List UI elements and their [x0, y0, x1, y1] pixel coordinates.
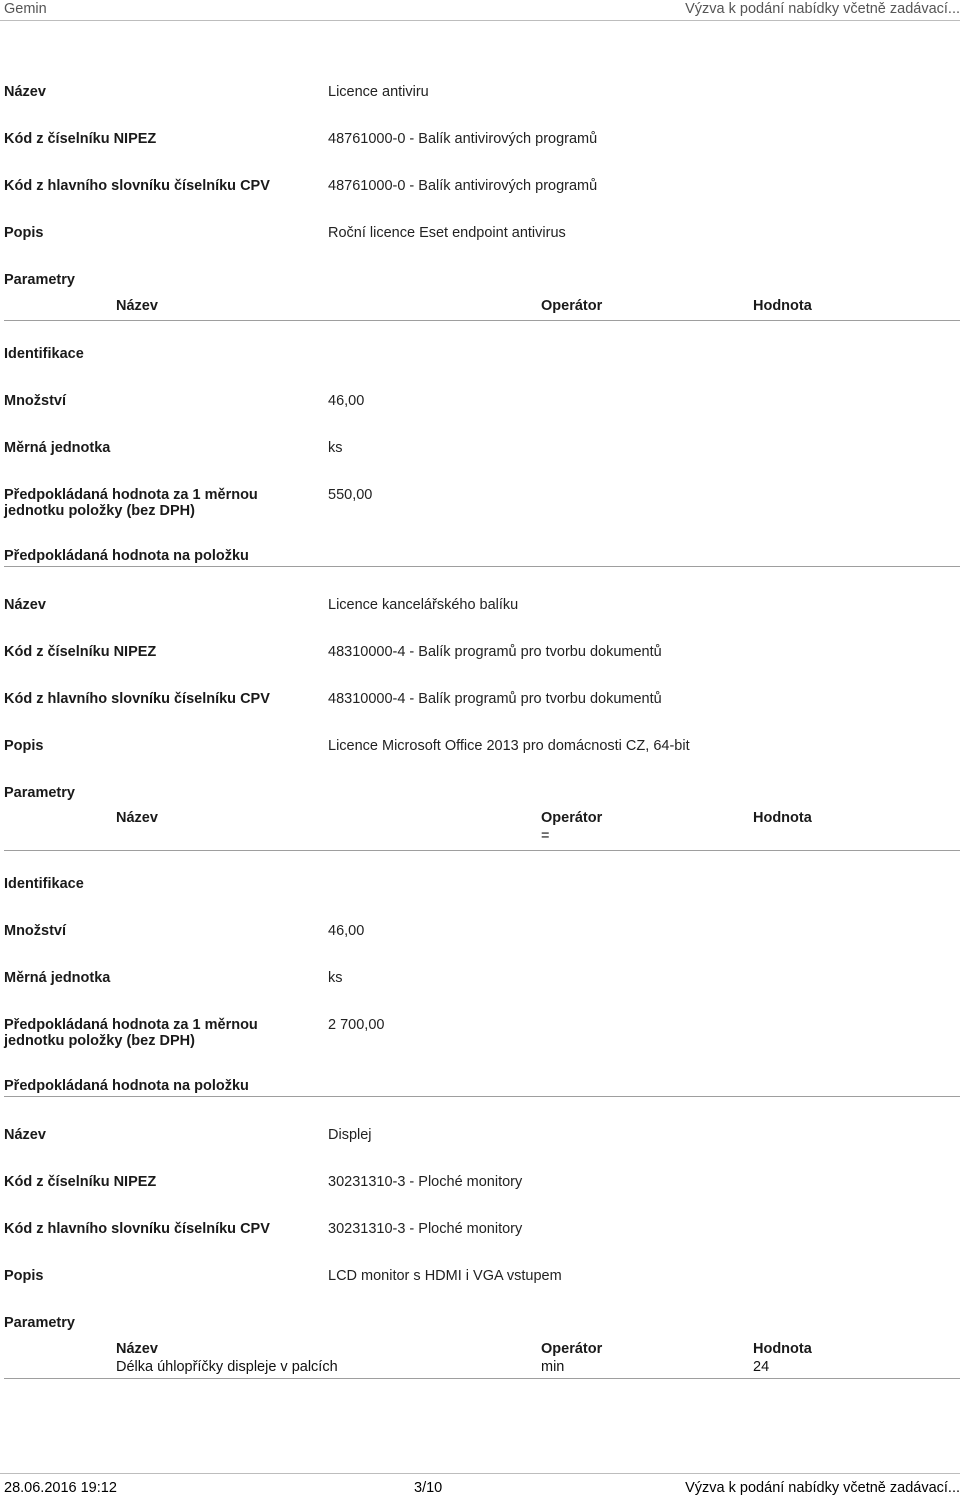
divider: [4, 320, 960, 321]
footer-datetime: 28.06.2016 19:12: [4, 1480, 117, 1496]
label-predpokladana-1: Předpokládaná hodnota za 1 měrnou: [4, 487, 258, 503]
value-popis: LCD monitor s HDMI i VGA vstupem: [328, 1268, 562, 1284]
label-na-polozku: Předpokládaná hodnota na položku: [4, 1078, 249, 1094]
label-cpv: Kód z hlavního slovníku číselníku CPV: [4, 691, 270, 707]
label-identifikace: Identifikace: [4, 346, 84, 362]
params-header-operator: Operátor: [541, 1341, 603, 1357]
divider: [4, 566, 960, 567]
params-header-hodnota: Hodnota: [753, 810, 812, 826]
label-jednotka: Měrná jednotka: [4, 440, 111, 456]
header-left: Gemin: [4, 1, 47, 17]
value-popis: Roční licence Eset endpoint antivirus: [328, 225, 566, 241]
value-nipez: 48761000-0 - Balík antivirových programů: [328, 131, 598, 147]
footer-title: Výzva k podání nabídky včetně zadávací...: [685, 1480, 960, 1496]
label-nazev: Název: [4, 84, 46, 100]
label-predpokladana-2: jednotku položky (bez DPH): [4, 503, 195, 519]
value-nipez: 48310000-4 - Balík programů pro tvorbu dokumentů: [328, 644, 662, 660]
label-predpokladana-1: Předpokládaná hodnota za 1 měrnou: [4, 1017, 258, 1033]
label-nipez: Kód z číselníku NIPEZ: [4, 1174, 157, 1190]
label-popis: Popis: [4, 225, 44, 241]
value-nazev: Licence antiviru: [328, 84, 429, 100]
value-cpv: 48761000-0 - Balík antivirových programů: [328, 178, 598, 194]
value-nazev: Displej: [328, 1127, 372, 1143]
param-value: 24: [753, 1359, 770, 1375]
divider: [4, 850, 960, 851]
params-header-nazev: Název: [116, 1341, 158, 1357]
value-jednotka: ks: [328, 970, 343, 986]
value-cpv: 30231310-3 - Ploché monitory: [328, 1221, 523, 1237]
value-popis: Licence Microsoft Office 2013 pro domácnosti CZ, 64-bit: [328, 738, 690, 754]
params-header-hodnota: Hodnota: [753, 1341, 812, 1357]
label-na-polozku: Předpokládaná hodnota na položku: [4, 548, 249, 564]
value-mnozstvi: 46,00: [328, 393, 365, 409]
params-header-nazev: Název: [116, 810, 158, 826]
value-cena: 550,00: [328, 487, 373, 503]
params-header-nazev: Název: [116, 298, 158, 314]
divider: [4, 1378, 960, 1379]
value-cena: 2 700,00: [328, 1017, 385, 1033]
param-operator: min: [541, 1359, 565, 1375]
footer-page-number: 3/10: [414, 1480, 443, 1496]
label-parametry: Parametry: [4, 272, 75, 288]
label-predpokladana-2: jednotku položky (bez DPH): [4, 1033, 195, 1049]
label-jednotka: Měrná jednotka: [4, 970, 111, 986]
label-popis: Popis: [4, 1268, 44, 1284]
param-name: Délka úhlopříčky displeje v palcích: [116, 1359, 338, 1375]
page-footer: [0, 1473, 960, 1497]
value-jednotka: ks: [328, 440, 343, 456]
value-nazev: Licence kancelářského balíku: [328, 597, 519, 613]
value-mnozstvi: 46,00: [328, 923, 365, 939]
label-popis: Popis: [4, 738, 44, 754]
value-cpv: 48310000-4 - Balík programů pro tvorbu dokumentů: [328, 691, 662, 707]
label-identifikace: Identifikace: [4, 876, 84, 892]
label-nipez: Kód z číselníku NIPEZ: [4, 131, 157, 147]
label-parametry: Parametry: [4, 785, 75, 801]
header-right: Výzva k podání nabídky včetně zadávací...: [685, 1, 960, 17]
label-mnozstvi: Množství: [4, 923, 67, 939]
divider: [4, 1096, 960, 1097]
label-nipez: Kód z číselníku NIPEZ: [4, 644, 157, 660]
page-header: [0, 0, 960, 21]
params-header-operator: Operátor: [541, 298, 603, 314]
param-operator: =: [541, 828, 550, 844]
label-cpv: Kód z hlavního slovníku číselníku CPV: [4, 178, 270, 194]
params-header-operator: Operátor: [541, 810, 603, 826]
label-nazev: Název: [4, 597, 46, 613]
params-header-hodnota: Hodnota: [753, 298, 812, 314]
label-mnozstvi: Množství: [4, 393, 67, 409]
label-parametry: Parametry: [4, 1315, 75, 1331]
label-cpv: Kód z hlavního slovníku číselníku CPV: [4, 1221, 270, 1237]
label-nazev: Název: [4, 1127, 46, 1143]
value-nipez: 30231310-3 - Ploché monitory: [328, 1174, 523, 1190]
